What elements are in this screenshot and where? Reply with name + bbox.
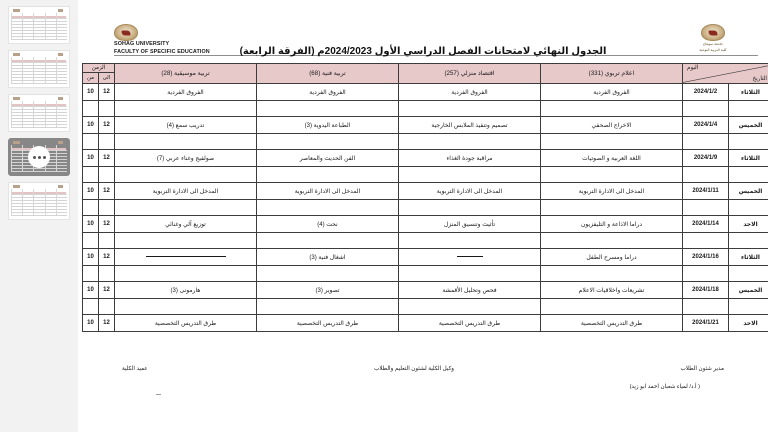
spacer-cell [541,134,683,150]
cell-date: 2024/1/14 [683,216,729,233]
cell-subject-home-economics: المدخل الى الادارة التربوية [399,183,541,200]
cell-subject-home-economics: تصميم وتنفيذ الملابس الخارجية [399,117,541,134]
cell-subject-art: تصوير (3) [257,282,399,299]
cell-subject-media: المدخل الى الادارة التربوية [541,183,683,200]
cell-time-from: 10 [83,216,99,233]
table-row [83,249,768,266]
cell-subject-media: الاخراج الصحفي [541,117,683,134]
thumb-logo-right-icon [58,185,63,188]
exam-schedule-table [82,63,768,332]
spacer-cell [683,167,729,183]
spacer-cell [541,266,683,282]
spacer-cell [99,299,115,315]
cell-subject-art: الفن الحديث والمعاصر [257,150,399,167]
spacer-cell [399,266,541,282]
table-spacer-row [83,299,768,315]
cell-time-from: 10 [83,315,99,332]
page-thumbnail-5[interactable] [8,182,70,220]
spacer-cell [729,167,768,183]
table-body [83,84,768,332]
thumb-logo-left-icon [13,9,20,12]
spacer-cell [541,200,683,216]
cell-subject-art: طرق التدريس التخصصية [257,315,399,332]
spacer-cell [115,266,257,282]
spacer-cell [683,233,729,249]
cell-subject-music: الفروق الفردية [115,84,257,101]
spacer-cell [83,200,99,216]
cell-date: 2024/1/11 [683,183,729,200]
cell-day: الثلاثاء [729,150,768,167]
cell-subject-music: هارمونى (3) [115,282,257,299]
spacer-cell [257,299,399,315]
thumb-columns [11,189,67,215]
header-day-date [683,64,768,84]
spacer-cell [115,299,257,315]
cell-subject-media: طرق التدريس التخصصية [541,315,683,332]
cell-subject-home-economics: فحص وتحليل الأقمشة [399,282,541,299]
page-thumbnail-3[interactable] [8,94,70,132]
table-spacer-row [83,101,768,117]
spacer-cell [257,233,399,249]
cell-subject-music: صولفيج وغناء عربي (7) [115,150,257,167]
table-row [83,84,768,101]
spacer-cell [115,233,257,249]
spacer-cell [257,101,399,117]
spacer-cell [683,266,729,282]
sohag-university-crest-icon [114,24,138,41]
cell-date: 2024/1/21 [683,315,729,332]
spacer-cell [83,101,99,117]
university-name-ar-line1: جامعة سوهاج [702,42,724,46]
spacer-cell [99,101,115,117]
thumb-columns [11,101,67,127]
thumb-logo-left-icon [13,97,20,100]
cell-subject-music: توزيع آلي وغنائي [115,216,257,233]
spacer-cell [99,233,115,249]
thumb-logo-right-icon [58,141,63,144]
spacer-cell [83,233,99,249]
cell-time-from: 10 [83,282,99,299]
signature-vice-dean: وكيل الكلية لشئون التعليم والطلاب [374,366,454,372]
thumb-logo-left-icon [13,53,20,56]
thumb-logo-left-icon [13,141,20,144]
spacer-cell [541,299,683,315]
page-thumbnail-2[interactable] [8,50,70,88]
header-col-time [83,64,115,84]
spacer-cell [83,266,99,282]
cell-subject-music: المدخل الى الادارة التربوية [115,183,257,200]
cell-day: الاحد [729,315,768,332]
cell-time-to: 12 [99,282,115,299]
thumb-logo-right-icon [58,97,63,100]
table-row [83,315,768,332]
document-footer [82,366,764,390]
cell-time-from: 10 [83,117,99,134]
cell-subject-home-economics: الفروق الفردية [399,84,541,101]
spacer-cell [541,101,683,117]
signature-dean-name: ( أ.د/ لمياء شعبان احمد ابو زيد) [629,384,700,390]
spacer-cell [399,134,541,150]
cell-subject-home-economics: تأثيث وتنسيق المنزل [399,216,541,233]
spacer-cell [729,134,768,150]
spacer-cell [729,299,768,315]
cell-time-to: 12 [99,249,115,266]
cell-subject-music: طرق التدريس التخصصية [115,315,257,332]
spacer-cell [83,299,99,315]
table-header-row [83,64,768,84]
thumb-columns [11,57,67,83]
thumbnail-sidebar[interactable] [0,0,78,432]
cell-day: الخميس [729,183,768,200]
spacer-cell [399,167,541,183]
cell-time-to: 12 [99,150,115,167]
table-spacer-row [83,200,768,216]
spacer-cell [257,200,399,216]
header-label-time-to: الى [98,73,114,83]
spacer-cell [115,200,257,216]
table-row [83,117,768,134]
header-col-music: تربية موسيقية (28) [115,64,257,84]
header-label-time-from: من [87,75,94,81]
spacer-cell [399,200,541,216]
spacer-cell [115,167,257,183]
page-title: الجدول النهائي لامتحانات الفصل الدراسي الأول 2024/2023م (الفرقة الرابعة) [239,46,607,57]
table-row [83,183,768,200]
cell-subject-home-economics: طرق التدريس التخصصية [399,315,541,332]
table-spacer-row [83,233,768,249]
cell-date: 2024/1/2 [683,84,729,101]
header-col-home-economics: اقتصاد منزلي (257) [399,64,541,84]
more-options-icon[interactable] [28,146,50,168]
cell-time-to: 12 [99,117,115,134]
cell-time-from: 10 [83,84,99,101]
spacer-cell [683,134,729,150]
cell-subject-media: دراما ومسرح الطفل [541,249,683,266]
cell-time-to: 12 [99,183,115,200]
cell-subject-media: دراما الاذاعة و التليفزيون [541,216,683,233]
table-spacer-row [83,167,768,183]
cell-day: الثلاثاء [729,249,768,266]
spacer-cell [683,299,729,315]
cell-subject-home-economics: مراقبة جودة الغذاء [399,150,541,167]
cell-time-from: 10 [83,150,99,167]
university-name-en-line2: FACULTY OF SPECIFIC EDUCATION [114,48,210,55]
table-row [83,216,768,233]
spacer-cell [683,101,729,117]
cell-day: الخميس [729,117,768,134]
university-name-en-line1: SOHAG UNIVERSITY [114,41,170,47]
spacer-cell [115,134,257,150]
university-name-ar-line2: كلية التربية النوعية [699,48,727,53]
spacer-cell [83,167,99,183]
spacer-cell [541,233,683,249]
cell-subject-art: اشغال فنية (3) [257,249,399,266]
spacer-cell [683,200,729,216]
spacer-cell [83,134,99,150]
table-spacer-row [83,134,768,150]
table-row [83,282,768,299]
cell-day: الاحد [729,216,768,233]
thumb-columns [11,13,67,39]
spacer-cell [729,266,768,282]
cell-subject-media: تشريعات واخلاقيات الاعلام [541,282,683,299]
cell-date: 2024/1/16 [683,249,729,266]
cell-time-to: 12 [99,84,115,101]
cell-date: 2024/1/18 [683,282,729,299]
header-label-date: التاريخ [752,76,767,82]
page-thumbnail-4-selected[interactable] [8,138,70,176]
cell-subject-music: تدريب سمع (4) [115,117,257,134]
spacer-cell [541,167,683,183]
signature-dean-title: عميد الكلية [122,366,148,372]
spacer-cell [99,134,115,150]
header-label-day: اليوم [687,65,699,71]
header-col-media: اعلام تربوي (331) [541,64,683,84]
spacer-cell [115,101,257,117]
spacer-cell [99,167,115,183]
table-row [83,150,768,167]
spacer-cell [729,101,768,117]
spacer-cell [399,101,541,117]
header-label-time-group: الزمن [83,64,114,73]
cell-time-to: 12 [99,315,115,332]
page-thumbnail-1[interactable] [8,6,70,44]
cell-day: الثلاثاء [729,84,768,101]
spacer-cell [257,167,399,183]
spacer-cell [257,134,399,150]
document-page [78,0,768,432]
table-spacer-row [83,266,768,282]
header-col-art: تربية فنية (68) [257,64,399,84]
cell-subject-art: المدخل الى الادارة التربوية [257,183,399,200]
spacer-cell [399,299,541,315]
cell-subject-media: اللغة العربية و الصوتيات [541,150,683,167]
thumb-logo-left-icon [13,185,20,188]
cell-time-from: 10 [83,183,99,200]
cell-subject-home-economics [399,249,541,266]
cell-subject-art: الطباعة اليدوية (3) [257,117,399,134]
spacer-cell [729,200,768,216]
empty-dash-icon [146,256,226,258]
cell-time-to: 12 [99,216,115,233]
cell-subject-art: نحت (4) [257,216,399,233]
cell-subject-art: الفروق الفردية [257,84,399,101]
spacer-cell [257,266,399,282]
sohag-university-crest-icon [701,24,725,41]
thumb-logo-right-icon [58,9,63,12]
cell-date: 2024/1/9 [683,150,729,167]
spacer-cell [99,266,115,282]
cell-subject-media: الفروق الفردية [541,84,683,101]
spacer-cell [729,233,768,249]
thumb-logo-right-icon [58,53,63,56]
signature-student-affairs: مدير شئون الطلاب [680,366,724,372]
spacer-cell [399,233,541,249]
cell-date: 2024/1/4 [683,117,729,134]
empty-dash-icon [457,256,483,257]
page-artifact-mark [156,394,161,395]
spacer-cell [99,200,115,216]
signature-row [82,366,764,372]
cell-subject-music [115,249,257,266]
cell-day: الخميس [729,282,768,299]
cell-time-from: 10 [83,249,99,266]
